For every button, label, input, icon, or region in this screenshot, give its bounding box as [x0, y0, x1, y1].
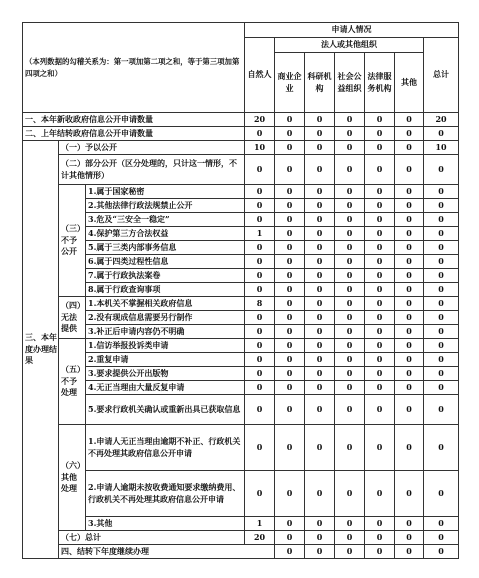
row-label: 3.危及“三安全一稳定” [86, 213, 245, 227]
value-cell: 0 [335, 517, 365, 531]
value-cell: 0 [335, 395, 365, 425]
value-cell: 0 [395, 227, 424, 241]
value-cell: 0 [245, 199, 275, 213]
value-cell: 0 [365, 545, 395, 559]
value-cell: 0 [275, 241, 305, 255]
row-label: 5.要求行政机关确认或重新出具已获取信息 [86, 395, 245, 425]
group-label: （六）其他处理 [59, 425, 86, 531]
row-label: （七）总计 [59, 531, 245, 545]
table-row [23, 471, 459, 517]
table-row [23, 255, 459, 269]
group-label: （三）不予公开 [59, 185, 86, 297]
table-row [23, 185, 459, 199]
header-law: 法律服务机构 [365, 53, 395, 113]
value-cell: 0 [365, 471, 395, 517]
row-label: （二）部分公开（区分处理的，只计这一情形，不计其他情形） [59, 155, 245, 185]
value-cell: 0 [245, 185, 275, 199]
table-row [23, 141, 459, 155]
header-legal: 法人或其他组织 [275, 38, 424, 53]
row-label: 二、上年结转政府信息公开申请数量 [23, 127, 245, 141]
value-cell: 0 [424, 395, 459, 425]
row-label: 四、结转下年度继续办理 [59, 545, 275, 559]
value-cell: 0 [245, 255, 275, 269]
value-cell: 0 [335, 339, 365, 353]
value-cell: 0 [335, 311, 365, 325]
table-row [23, 353, 459, 367]
value-cell: 0 [395, 255, 424, 269]
value-cell: 0 [245, 353, 275, 367]
value-cell: 0 [245, 381, 275, 395]
value-cell: 0 [275, 531, 305, 545]
value-cell: 0 [245, 395, 275, 425]
header-applicant: 申请人情况 [245, 23, 459, 38]
header-commercial: 商业企业 [275, 53, 305, 113]
row-label: 7.属于行政执法案卷 [86, 269, 245, 283]
value-cell: 0 [245, 311, 275, 325]
value-cell: 0 [275, 545, 305, 559]
value-cell: 0 [335, 255, 365, 269]
value-cell: 0 [424, 517, 459, 531]
value-cell: 0 [395, 545, 424, 559]
value-cell: 8 [245, 297, 275, 311]
value-cell: 0 [275, 395, 305, 425]
value-cell: 0 [275, 141, 305, 155]
value-cell: 0 [365, 155, 395, 185]
value-cell: 0 [335, 113, 365, 127]
row-label: 5.属于三类内部事务信息 [86, 241, 245, 255]
value-cell: 0 [365, 185, 395, 199]
value-cell: 0 [305, 531, 335, 545]
value-cell: 0 [424, 127, 459, 141]
value-cell: 0 [395, 241, 424, 255]
group-label: （四）无法提供 [59, 297, 86, 339]
value-cell: 0 [275, 269, 305, 283]
value-cell: 0 [424, 155, 459, 185]
row-label: 2.其他法律行政法规禁止公开 [86, 199, 245, 213]
value-cell: 0 [335, 471, 365, 517]
value-cell: 0 [245, 425, 275, 471]
value-cell: 0 [395, 141, 424, 155]
value-cell: 0 [305, 311, 335, 325]
row-label: 3.要求提供公开出版物 [86, 367, 245, 381]
value-cell: 0 [335, 367, 365, 381]
header-note: （本列数据的勾稽关系为：第一项加第二项之和，等于第三项加第四项之和） [23, 23, 245, 113]
value-cell: 0 [275, 213, 305, 227]
value-cell: 0 [275, 297, 305, 311]
table-row [23, 155, 459, 185]
header-social: 社会公益组织 [335, 53, 365, 113]
value-cell: 0 [335, 155, 365, 185]
header-other: 其他 [395, 53, 424, 113]
value-cell: 0 [424, 339, 459, 353]
report-table [22, 22, 459, 559]
row-label: 4.无正当理由大量反复申请 [86, 381, 245, 395]
value-cell: 0 [365, 297, 395, 311]
value-cell: 0 [305, 155, 335, 185]
table-row [23, 367, 459, 381]
value-cell: 0 [395, 381, 424, 395]
value-cell: 0 [305, 113, 335, 127]
value-cell: 0 [335, 283, 365, 297]
value-cell: 0 [305, 297, 335, 311]
value-cell: 0 [365, 517, 395, 531]
value-cell: 0 [305, 255, 335, 269]
value-cell: 0 [245, 269, 275, 283]
value-cell: 0 [245, 127, 275, 141]
value-cell: 0 [424, 255, 459, 269]
value-cell: 0 [395, 517, 424, 531]
value-cell: 20 [245, 531, 275, 545]
value-cell: 0 [275, 227, 305, 241]
value-cell: 0 [245, 283, 275, 297]
table-row [23, 381, 459, 395]
value-cell: 0 [365, 127, 395, 141]
value-cell: 0 [365, 353, 395, 367]
value-cell: 0 [395, 425, 424, 471]
row-label: 1.属于国家秘密 [86, 185, 245, 199]
value-cell: 0 [305, 471, 335, 517]
value-cell: 0 [335, 425, 365, 471]
value-cell: 0 [365, 381, 395, 395]
value-cell: 0 [245, 325, 275, 339]
value-cell: 0 [395, 113, 424, 127]
value-cell: 0 [305, 127, 335, 141]
value-cell: 0 [275, 471, 305, 517]
value-cell: 0 [305, 141, 335, 155]
value-cell: 0 [395, 199, 424, 213]
value-cell: 0 [395, 339, 424, 353]
value-cell: 0 [305, 269, 335, 283]
value-cell: 0 [395, 155, 424, 185]
value-cell: 0 [395, 185, 424, 199]
value-cell: 20 [424, 113, 459, 127]
value-cell: 0 [335, 381, 365, 395]
value-cell: 0 [335, 141, 365, 155]
value-cell: 0 [305, 213, 335, 227]
value-cell: 0 [365, 141, 395, 155]
value-cell: 0 [424, 297, 459, 311]
row-label: 1.信访举报投诉类申请 [86, 339, 245, 353]
row-label: 2.申请人逾期未按收费通知要求缴纳费用、行政机关不再处理其政府信息公开申请 [86, 471, 245, 517]
row-label: 2.重复申请 [86, 353, 245, 367]
value-cell: 0 [424, 325, 459, 339]
value-cell: 0 [335, 213, 365, 227]
row-label: 一、本年新收政府信息公开申请数量 [23, 113, 245, 127]
value-cell: 0 [335, 545, 365, 559]
value-cell: 0 [424, 381, 459, 395]
value-cell: 0 [395, 269, 424, 283]
value-cell: 0 [424, 353, 459, 367]
row-label: 1.本机关不掌握相关政府信息 [86, 297, 245, 311]
group-label: （五）不予处理 [59, 339, 86, 425]
value-cell: 0 [365, 367, 395, 381]
value-cell: 10 [245, 141, 275, 155]
value-cell: 0 [305, 545, 335, 559]
value-cell: 20 [245, 113, 275, 127]
value-cell: 0 [395, 395, 424, 425]
value-cell: 0 [365, 213, 395, 227]
value-cell: 0 [305, 353, 335, 367]
value-cell: 0 [424, 545, 459, 559]
row-label: 6.属于四类过程性信息 [86, 255, 245, 269]
value-cell: 0 [275, 255, 305, 269]
value-cell: 0 [335, 227, 365, 241]
value-cell: 0 [275, 185, 305, 199]
value-cell: 0 [365, 241, 395, 255]
value-cell: 0 [335, 353, 365, 367]
value-cell: 0 [305, 325, 335, 339]
value-cell: 0 [275, 127, 305, 141]
value-cell: 0 [365, 325, 395, 339]
row-label: 4.保护第三方合法权益 [86, 227, 245, 241]
value-cell: 0 [424, 367, 459, 381]
table-row [23, 395, 459, 425]
value-cell: 0 [395, 127, 424, 141]
row-label: 8.属于行政查询事项 [86, 283, 245, 297]
value-cell: 0 [365, 531, 395, 545]
table-row [23, 199, 459, 213]
value-cell: 0 [365, 199, 395, 213]
value-cell: 0 [275, 113, 305, 127]
value-cell: 0 [424, 227, 459, 241]
table-row [23, 213, 459, 227]
value-cell: 0 [305, 227, 335, 241]
value-cell: 0 [395, 297, 424, 311]
value-cell: 0 [424, 425, 459, 471]
table-row [23, 311, 459, 325]
value-cell: 0 [424, 311, 459, 325]
value-cell: 0 [275, 283, 305, 297]
value-cell: 0 [395, 283, 424, 297]
table-row [23, 531, 459, 545]
value-cell: 0 [335, 185, 365, 199]
header-research: 科研机构 [305, 53, 335, 113]
value-cell: 0 [275, 517, 305, 531]
value-cell: 0 [245, 339, 275, 353]
value-cell: 0 [305, 241, 335, 255]
value-cell: 0 [305, 367, 335, 381]
value-cell: 0 [275, 339, 305, 353]
value-cell: 0 [424, 471, 459, 517]
value-cell: 0 [424, 185, 459, 199]
value-cell: 0 [335, 127, 365, 141]
value-cell: 10 [424, 141, 459, 155]
value-cell: 0 [395, 353, 424, 367]
value-cell: 0 [335, 531, 365, 545]
table-row [23, 325, 459, 339]
value-cell: 0 [424, 241, 459, 255]
row-label: （一）予以公开 [59, 141, 245, 155]
value-cell: 0 [365, 395, 395, 425]
value-cell: 0 [365, 113, 395, 127]
value-cell: 0 [365, 227, 395, 241]
value-cell: 0 [245, 155, 275, 185]
value-cell: 0 [305, 395, 335, 425]
value-cell: 0 [305, 381, 335, 395]
value-cell: 0 [365, 339, 395, 353]
value-cell: 0 [275, 325, 305, 339]
value-cell: 0 [395, 367, 424, 381]
section-3-label: 三、本年度办理结果 [23, 141, 59, 559]
row-label: 3.补正后申请内容仍不明确 [86, 325, 245, 339]
table-row [23, 545, 459, 559]
value-cell: 0 [395, 531, 424, 545]
value-cell: 0 [424, 213, 459, 227]
row-label: 1.申请人无正当理由逾期不补正、行政机关不再处理其政府信息公开申请 [86, 425, 245, 471]
value-cell: 0 [305, 185, 335, 199]
value-cell: 1 [245, 227, 275, 241]
value-cell: 0 [275, 381, 305, 395]
value-cell: 0 [275, 199, 305, 213]
value-cell: 0 [305, 199, 335, 213]
value-cell: 0 [245, 367, 275, 381]
value-cell: 0 [245, 213, 275, 227]
value-cell: 0 [275, 353, 305, 367]
table-row [23, 227, 459, 241]
table-row [23, 269, 459, 283]
report-table-container [22, 22, 458, 559]
table-row [23, 517, 459, 531]
table-row [23, 283, 459, 297]
value-cell: 0 [424, 199, 459, 213]
value-cell: 0 [275, 311, 305, 325]
value-cell: 0 [395, 325, 424, 339]
header-total: 总计 [424, 38, 459, 113]
value-cell: 0 [275, 155, 305, 185]
value-cell: 0 [245, 241, 275, 255]
value-cell: 0 [395, 471, 424, 517]
value-cell: 0 [275, 425, 305, 471]
table-row [23, 241, 459, 255]
value-cell: 0 [335, 199, 365, 213]
value-cell: 0 [335, 325, 365, 339]
value-cell: 0 [365, 269, 395, 283]
table-row [23, 127, 459, 141]
value-cell: 0 [335, 297, 365, 311]
value-cell: 0 [275, 367, 305, 381]
value-cell: 0 [305, 517, 335, 531]
value-cell: 0 [395, 213, 424, 227]
table-row [23, 425, 459, 471]
value-cell: 0 [245, 471, 275, 517]
value-cell: 0 [305, 425, 335, 471]
value-cell: 0 [395, 311, 424, 325]
header-natural: 自然人 [245, 38, 275, 113]
value-cell: 0 [305, 339, 335, 353]
value-cell: 0 [335, 241, 365, 255]
value-cell: 0 [365, 255, 395, 269]
value-cell: 0 [424, 283, 459, 297]
value-cell: 0 [365, 283, 395, 297]
row-label: 2.没有现成信息需要另行制作 [86, 311, 245, 325]
value-cell: 0 [305, 283, 335, 297]
value-cell: 0 [365, 425, 395, 471]
table-row [23, 339, 459, 353]
value-cell: 0 [424, 531, 459, 545]
value-cell: 1 [245, 517, 275, 531]
table-row [23, 113, 459, 127]
value-cell: 0 [365, 311, 395, 325]
table-row [23, 297, 459, 311]
value-cell: 0 [335, 269, 365, 283]
value-cell: 0 [424, 269, 459, 283]
row-label: 3.其他 [86, 517, 245, 531]
